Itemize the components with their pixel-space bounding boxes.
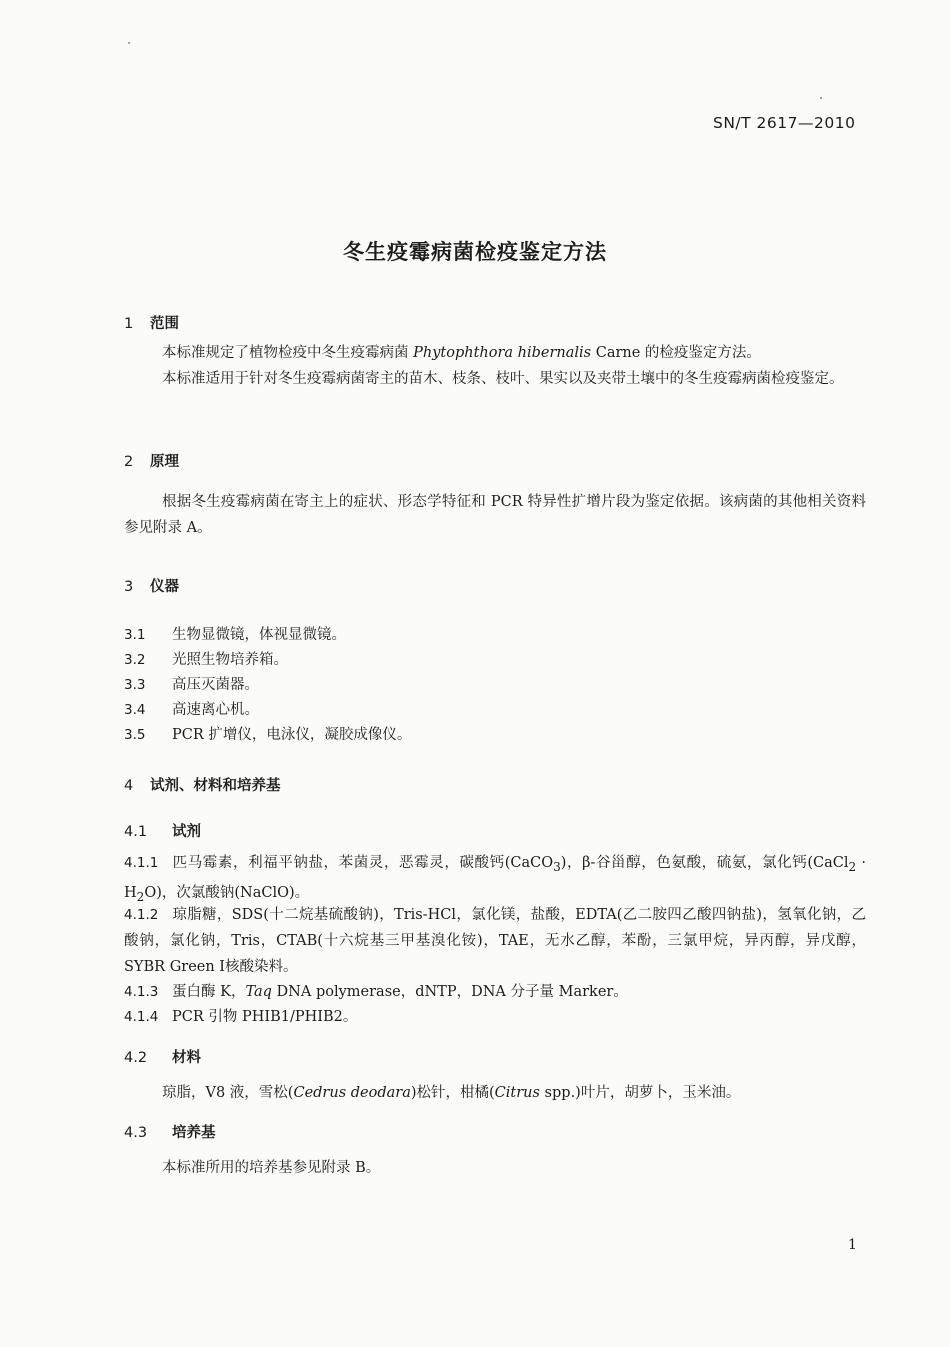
text-run: )，β-谷甾醇，色氨酸，硫氨，氯化钙(CaCl [560,855,849,871]
section-1-heading [124,312,179,333]
reagent-item-4-1-1 [124,850,866,910]
item-number: 4.1.1 [124,855,159,871]
text-run: Carne 的检疫鉴定方法。 [591,345,761,361]
reagent-item-4-1-4 [124,1004,866,1030]
item-number: 4.1.2 [124,907,159,923]
text-run: 琼脂，V8 液，雪松( [162,1085,294,1101]
instrument-item [124,697,259,723]
reagent-item-4-1-2 [124,902,866,980]
subsection-4-2-paragraph [124,1080,866,1106]
item-text: 琼脂糖，SDS(十二烷基硫酸钠)，Tris-HCl，氯化镁，盐酸，EDTA(乙二胺四乙酸四钠盐)，氢氧化钠，乙酸钠，氯化钠，Tris，CTAB(十六烷基三甲基溴化铵)，TAE，无水乙醇，苯酚，三氯甲烷，异丙醇，异戊醇，SYBR Green Ⅰ核酸染料。 [124,907,866,975]
section-title: 试剂、材料和培养基 [150,778,281,794]
instrument-item [124,722,411,748]
item-number: 3.3 [124,677,146,693]
item-number: 4.1.3 [124,984,159,1000]
subsection-title: 培养基 [172,1125,216,1141]
subsection-number: 4.3 [124,1125,148,1141]
subsection-number: 4.1 [124,824,148,840]
reagent-item-4-1-3 [124,979,866,1005]
section-1-paragraph-2: 本标准适用于针对冬生疫霉病菌寄主的苗木、枝条、枝叶、果实以及夹带土壤中的冬生疫霉病菌检疫鉴定。 [162,371,844,387]
text-run: 匹马霉素，利福平钠盐，苯菌灵，恶霉灵，碳酸钙(CaCO [172,855,554,871]
text-run: · H [124,855,866,901]
subscript: 2 [136,889,145,904]
text-run: )松针，柑橘( [410,1085,495,1101]
section-3-heading [124,575,179,596]
section-2-paragraph-1: 根据冬生疫霉病菌在寄主上的症状、形态学特征和 PCR 特异性扩增片段为鉴定依据。该病菌的其他相关资料参见附录 A。 [124,494,866,536]
item-number: 3.1 [124,627,146,643]
instrument-item [124,647,288,673]
subscript: 3 [553,859,561,874]
section-number: 4 [124,778,134,794]
item-text: 生物显微镜，体视显微镜。 [172,627,346,643]
section-4-heading [124,774,281,795]
item-text: PCR 扩增仪，电泳仪，凝胶成像仪。 [172,727,412,743]
item-number: 3.5 [124,727,146,743]
genus-name: Citrus [494,1085,540,1101]
item-text: 高速离心机。 [172,702,259,718]
italic-term: Taq [245,984,272,1000]
text-run: DNA polymerase，dNTP，DNA 分子量 Marker。 [271,984,628,1000]
text-run: O)，次氯酸钠(NaClO)。 [144,884,310,901]
subsection-4-3-heading [124,1121,216,1142]
instrument-item [124,672,259,698]
item-number: 3.2 [124,652,146,668]
subsection-4-3-paragraph: 本标准所用的培养基参见附录 B。 [162,1160,381,1176]
scan-speck [128,42,130,44]
item-number: 3.4 [124,702,146,718]
subsection-4-1-heading [124,820,201,841]
section-number: 1 [124,316,134,332]
document-title: 冬生疫霉病菌检疫鉴定方法 [343,240,607,264]
item-text: PCR 引物 PHIB1/PHIB2。 [172,1009,358,1025]
section-title: 原理 [150,454,179,470]
section-number: 2 [124,454,134,470]
subsection-title: 材料 [172,1050,201,1066]
subscript: 2 [848,859,857,874]
section-1-paragraph-1 [124,340,866,366]
item-number: 4.1.4 [124,1009,159,1025]
section-title: 范围 [150,316,179,332]
item-text: 光照生物培养箱。 [172,652,288,668]
section-2-heading [124,450,179,471]
instrument-item [124,622,346,648]
section-number: 3 [124,579,134,595]
text-run: 本标准规定了植物检疫中冬生疫霉病菌 [162,345,414,361]
text-run: 蛋白酶 K， [172,984,246,1000]
subsection-number: 4.2 [124,1050,148,1066]
page-number: 1 [848,1237,857,1253]
subsection-4-2-heading [124,1046,201,1067]
subsection-title: 试剂 [172,824,201,840]
species-name: Phytophthora hibernalis [413,345,592,361]
species-name: Cedrus deodara [293,1085,411,1101]
standard-number: SN/T 2617—2010 [713,114,856,132]
text-run: spp.)叶片，胡萝卜，玉米油。 [539,1085,741,1101]
scan-speck [820,97,822,99]
item-text: 高压灭菌器。 [172,677,259,693]
section-title: 仪器 [150,579,179,595]
